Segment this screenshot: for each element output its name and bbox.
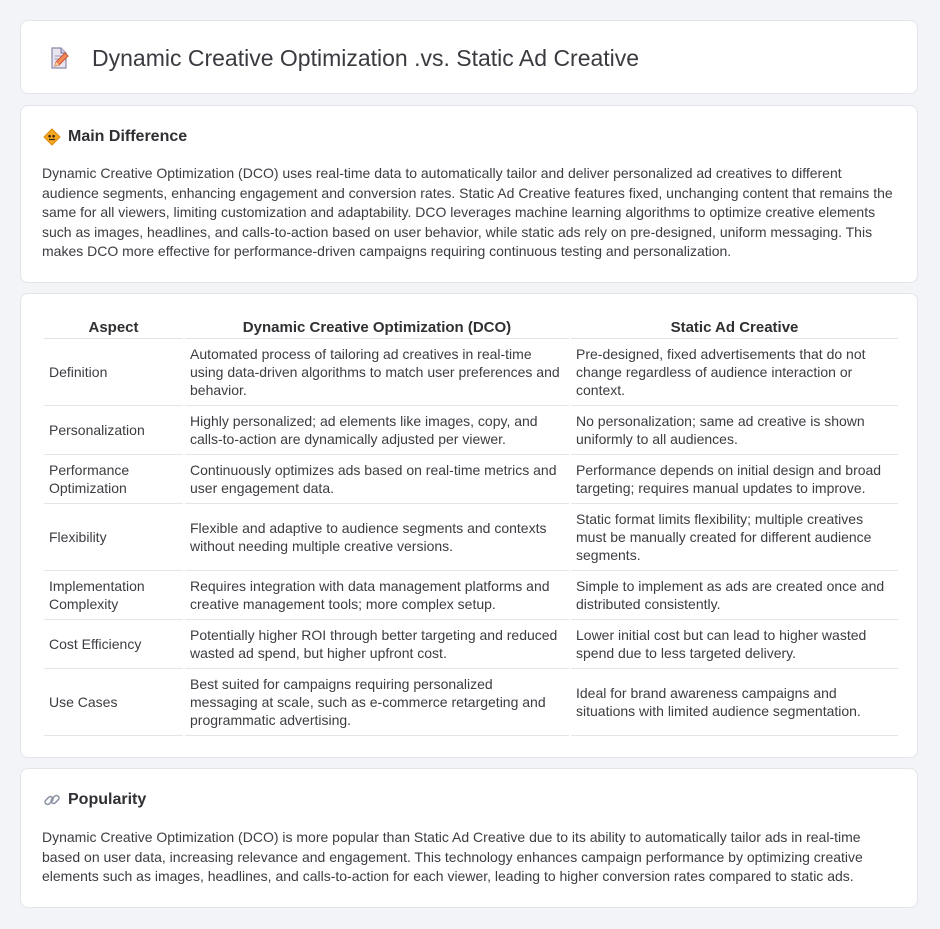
static-cell: Simple to implement as ads are created once and distributed consistently.: [571, 571, 898, 620]
dco-cell: Best suited for campaigns requiring personalized messaging at scale, such as e-commerce retargeting and programmatic advertising.: [185, 669, 569, 736]
comparison-table: [42, 316, 900, 736]
link-icon: [43, 791, 61, 809]
aspect-cell: Personalization: [44, 406, 183, 455]
dco-cell: Automated process of tailoring ad creatives in real-time using data-driven algorithms to match user preferences and behavior.: [185, 339, 569, 406]
aspect-cell: Flexibility: [44, 504, 183, 571]
aspect-cell: Implementation Complexity: [44, 571, 183, 620]
document-pencil-icon: [47, 46, 71, 70]
static-cell: Ideal for brand awareness campaigns and situations with limited audience segmentation.: [571, 669, 898, 736]
title-card: [20, 20, 918, 94]
table-header-row: [44, 316, 898, 339]
warning-sign-icon: [43, 128, 61, 146]
static-cell: Static format limits flexibility; multiple creatives must be manually created for different audience segments.: [571, 504, 898, 571]
dco-cell: Potentially higher ROI through better targeting and reduced wasted ad spend, but higher upfront cost.: [185, 620, 569, 669]
dco-cell: Flexible and adaptive to audience segments and contexts without needing multiple creative versions.: [185, 504, 569, 571]
dco-cell: Requires integration with data management platforms and creative management tools; more complex setup.: [185, 571, 569, 620]
table-row: [44, 620, 898, 669]
header-static: Static Ad Creative: [571, 316, 898, 339]
aspect-cell: Performance Optimization: [44, 455, 183, 504]
popularity-heading: Popularity: [68, 791, 147, 808]
static-cell: No personalization; same ad creative is shown uniformly to all audiences.: [571, 406, 898, 455]
main-difference-header: [43, 126, 187, 148]
table-row: [44, 504, 898, 571]
static-cell: Performance depends on initial design and broad targeting; requires manual updates to improve.: [571, 455, 898, 504]
aspect-cell: Definition: [44, 339, 183, 406]
comparison-section: [20, 293, 918, 758]
static-cell: Lower initial cost but can lead to higher wasted spend due to less targeted delivery.: [571, 620, 898, 669]
table-row: [44, 669, 898, 736]
aspect-cell: Cost Efficiency: [44, 620, 183, 669]
main-difference-heading: Main Difference: [68, 128, 188, 145]
header-aspect: Aspect: [44, 316, 183, 339]
main-difference-text: Dynamic Creative Optimization (DCO) uses real-time data to automatically tailor and deliver personalized ad creatives to different audience segments, enhancing engagement and conversion rates. Static Ad Creative features fixed, unchanging content that remains the same for all viewers, limiting customization and adaptability. DCO leverages machine learning algorithms to optimize creative elements such as images, headlines, and calls-to-action based on user behavior, while static ads rely on pre-designed, uniform messaging. This makes DCO more effective for performance-driven campaigns requiring continuous testing and personalization.: [42, 165, 893, 260]
popularity-text: Dynamic Creative Optimization (DCO) is more popular than Static Ad Creative due to its ability to automatically tailor ads in real-time based on user data, increasing relevance and engagement. This technology enhances campaign performance by optimizing creative elements such as images, headlines, and calls-to-action for each viewer, leading to higher conversion rates compared to static ads.: [42, 829, 863, 885]
main-difference-section: [20, 105, 918, 283]
table-row: [44, 455, 898, 504]
page-title: Dynamic Creative Optimization .vs. Static Ad Creative: [92, 45, 640, 71]
static-cell: Pre-designed, fixed advertisements that do not change regardless of audience interaction or context.: [571, 339, 898, 406]
popularity-section: [20, 768, 918, 908]
dco-cell: Highly personalized; ad elements like images, copy, and calls-to-action are dynamically adjusted per viewer.: [185, 406, 569, 455]
header-dco: Dynamic Creative Optimization (DCO): [185, 316, 569, 339]
table-row: [44, 406, 898, 455]
aspect-cell: Use Cases: [44, 669, 183, 736]
dco-cell: Continuously optimizes ads based on real-time metrics and user engagement data.: [185, 455, 569, 504]
popularity-header: [43, 789, 146, 811]
table-row: [44, 339, 898, 406]
table-row: [44, 571, 898, 620]
